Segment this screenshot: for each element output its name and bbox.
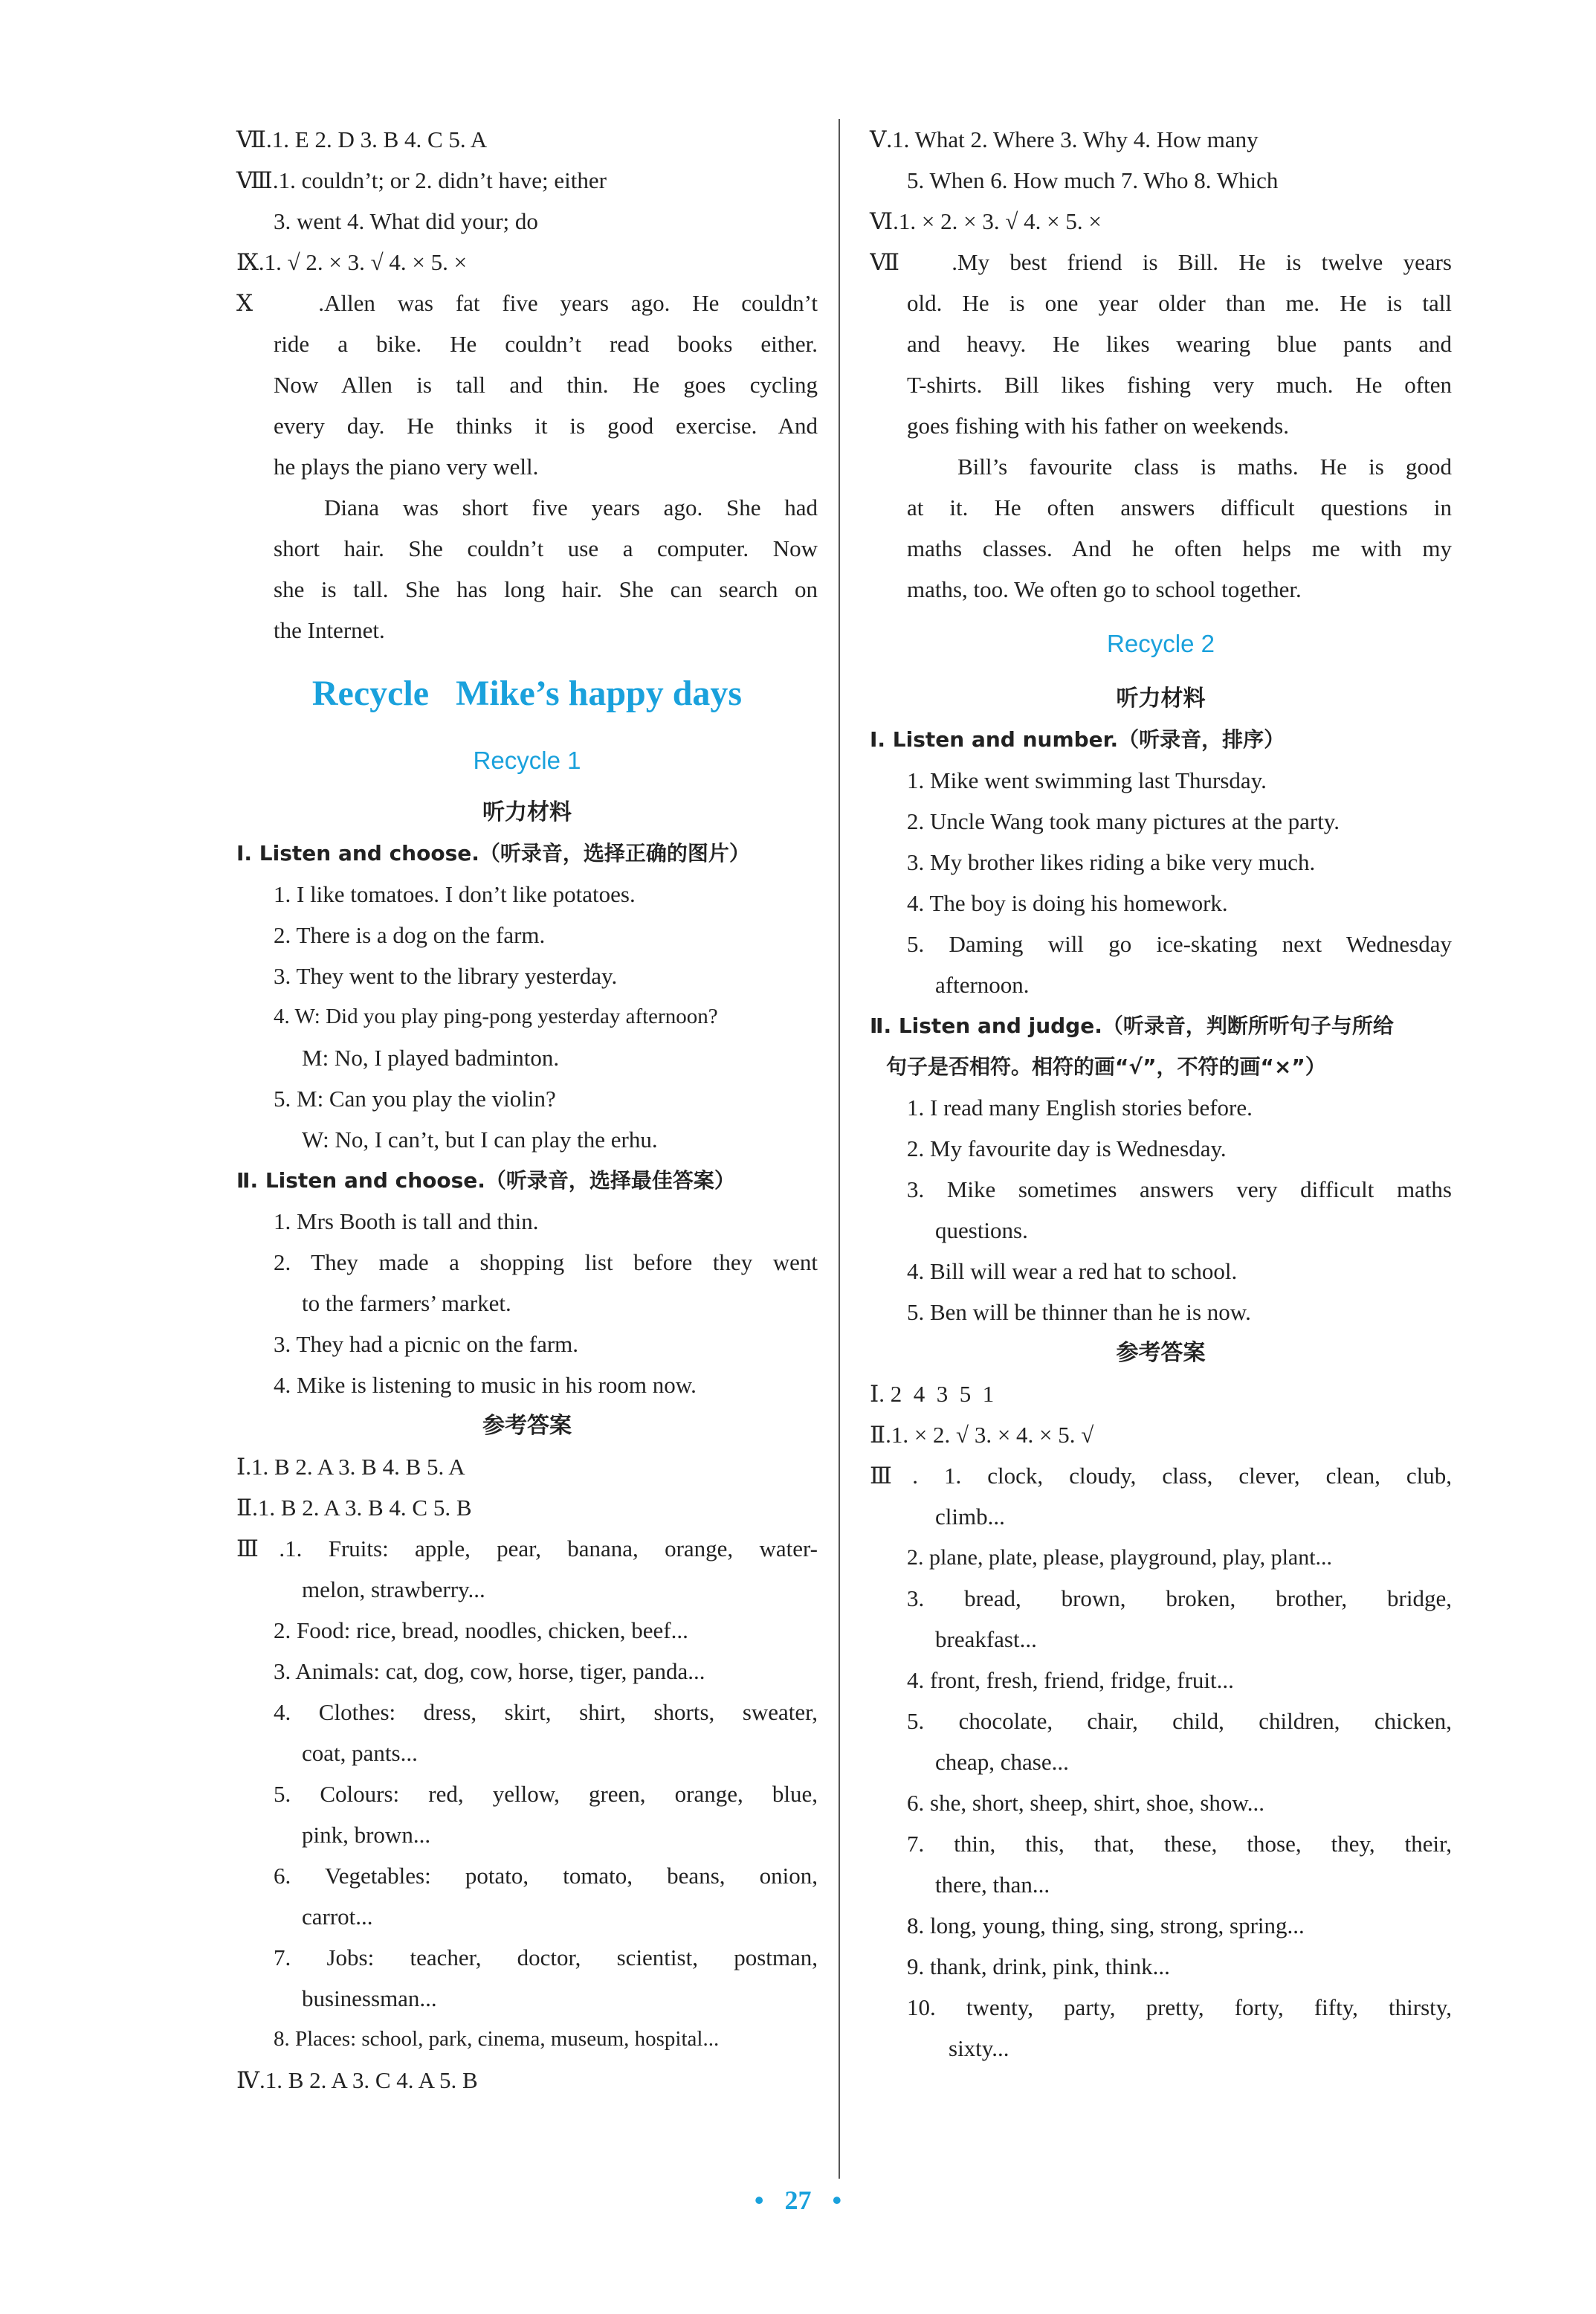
answer-line: Ⅱ.1. × 2. √ 3. × 4. × 5. √ xyxy=(870,1422,1094,1448)
answer-line: Ⅲ. 1. clock, cloudy, class, clever, clean, club, xyxy=(870,1463,1452,1489)
list-item: W: No, I can’t, but I can play the erhu. xyxy=(302,1127,658,1153)
answer-line: 3. Animals: cat, dog, cow, horse, tiger, panda... xyxy=(274,1658,705,1684)
section-label: Ⅹ. xyxy=(236,290,324,316)
essay-line: at it. He often answers difficult questions in xyxy=(907,494,1452,521)
answer-line: 4. front, fresh, friend, fridge, fruit... xyxy=(907,1667,1234,1693)
answer-line: Ⅵ.1. × 2. × 3. √ 4. × 5. × xyxy=(870,208,1102,234)
page-number xyxy=(0,2185,1596,2216)
essay-text: Diana was short five years ago. She had xyxy=(324,494,818,521)
answer-line: breakfast... xyxy=(935,1626,1037,1652)
answers-heading: 参考答案 xyxy=(1116,1340,1206,1366)
listening-heading: 听力材料 xyxy=(482,799,572,825)
answer-line: there, than... xyxy=(935,1872,1050,1898)
list-item: 5. Ben will be thinner than he is now. xyxy=(907,1299,1251,1325)
answer-line: Ⅶ.1. E 2. D 3. B 4. C 5. A xyxy=(236,126,488,152)
list-item: 3. They had a picnic on the farm. xyxy=(274,1331,579,1357)
listening-heading: 听力材料 xyxy=(1116,686,1206,712)
list-item: 1. I read many English stories before. xyxy=(907,1095,1253,1121)
list-item: 3. Mike sometimes answers very difficult maths xyxy=(907,1176,1452,1202)
essay-line: ride a bike. He couldn’t read books either. xyxy=(274,331,818,357)
essay-line: Now Allen is tall and thin. He goes cycling xyxy=(274,372,818,398)
essay-line xyxy=(870,242,1452,283)
right-column xyxy=(870,119,1452,2069)
essay-line xyxy=(870,446,1452,487)
page-dot-left: • xyxy=(754,2185,764,2215)
list-item: M: No, I played badminton. xyxy=(302,1045,560,1071)
answer-line: 9. thank, drink, pink, think... xyxy=(907,1953,1170,1979)
essay-line: maths classes. And he often helps me with my xyxy=(907,535,1452,561)
answer-line: Ⅳ.1. B 2. A 3. C 4. A 5. B xyxy=(236,2067,478,2093)
list-item: 2. My favourite day is Wednesday. xyxy=(907,1135,1227,1161)
list-item: 2. Uncle Wang took many pictures at the party. xyxy=(907,808,1340,834)
answer-line: Ⅱ.1. B 2. A 3. B 4. C 5. B xyxy=(236,1495,472,1521)
page-dot-right: • xyxy=(832,2185,842,2215)
list-item: 1. Mike went swimming last Thursday. xyxy=(907,767,1267,793)
essay-line xyxy=(236,283,818,323)
list-item: to the farmers’ market. xyxy=(302,1290,511,1316)
answer-line: 6. Vegetables: potato, tomato, beans, onion, xyxy=(274,1863,818,1889)
answer-line: carrot... xyxy=(302,1904,373,1930)
list-item: 1. Mrs Booth is tall and thin. xyxy=(274,1208,539,1234)
answer-line: 5. When 6. How much 7. Who 8. Which xyxy=(907,167,1279,193)
page-number-text: 27 xyxy=(784,2185,812,2215)
column-divider xyxy=(839,119,840,2179)
answer-line: Ⅸ.1. √ 2. × 3. √ 4. × 5. × xyxy=(236,249,468,275)
list-item: 5. M: Can you play the violin? xyxy=(274,1086,556,1112)
answer-line: pink, brown... xyxy=(302,1822,431,1848)
essay-line: goes fishing with his father on weekends. xyxy=(907,413,1289,439)
essay-line: he plays the piano very well. xyxy=(274,454,539,480)
answer-line: 10. twenty, party, pretty, forty, fifty, thirsty, xyxy=(907,1994,1452,2020)
list-item: 5. Daming will go ice-skating next Wednesday xyxy=(907,931,1452,957)
answer-line: 8. long, young, thing, sing, strong, spring... xyxy=(907,1912,1305,1938)
essay-line: and heavy. He likes wearing blue pants and xyxy=(907,331,1452,357)
answer-line: 5. chocolate, chair, child, children, chicken, xyxy=(907,1708,1452,1734)
essay-line: the Internet. xyxy=(274,617,385,643)
question-heading: 句子是否相符。相符的画“√”，不符的画“×”） xyxy=(886,1054,1326,1079)
answer-line: climb... xyxy=(935,1504,1005,1530)
answer-line: Ⅴ.1. What 2. Where 3. Why 4. How many xyxy=(870,126,1259,152)
answer-line: Ⅰ. 2 4 3 5 1 xyxy=(870,1381,995,1407)
answer-line: 7. Jobs: teacher, doctor, scientist, postman, xyxy=(274,1944,818,1970)
answer-line: melon, strawberry... xyxy=(302,1576,485,1602)
list-item: 4. Bill will wear a red hat to school. xyxy=(907,1258,1238,1284)
essay-line: short hair. She couldn’t use a computer. Now xyxy=(274,535,818,561)
question-heading: Ⅱ. Listen and choose.（听录音，选择最佳答案） xyxy=(236,1168,735,1193)
left-column xyxy=(236,119,818,2101)
answer-line: 3. went 4. What did your; do xyxy=(274,208,538,234)
answer-line: 8. Places: school, park, cinema, museum, hospital... xyxy=(274,2027,720,2051)
answer-line: 2. plane, plate, please, playground, play, plant... xyxy=(907,1545,1333,1570)
essay-line xyxy=(236,487,818,528)
answers-heading: 参考答案 xyxy=(482,1413,572,1439)
question-heading: Ⅰ. Listen and number.（听录音，排序） xyxy=(870,727,1285,752)
answer-line: coat, pants... xyxy=(302,1740,418,1766)
list-item: 4. The boy is doing his homework. xyxy=(907,890,1228,916)
essay-text: Bill’s favourite class is maths. He is good xyxy=(957,454,1452,480)
list-item: 4. W: Did you play ping-pong yesterday afternoon? xyxy=(274,1005,718,1028)
list-item: 3. They went to the library yesterday. xyxy=(274,963,618,989)
section-label: Ⅶ. xyxy=(870,249,957,275)
answer-line: cheap, chase... xyxy=(935,1749,1069,1775)
essay-line: she is tall. She has long hair. She can search on xyxy=(274,576,818,602)
list-item: questions. xyxy=(935,1217,1028,1243)
answer-line: 7. thin, this, that, these, those, they, their, xyxy=(907,1831,1452,1857)
essay-line: old. He is one year older than me. He is tall xyxy=(907,290,1452,316)
list-item: 2. They made a shopping list before they went xyxy=(274,1249,818,1275)
essay-text: My best friend is Bill. He is twelve years xyxy=(957,249,1452,275)
answer-line: Ⅷ.1. couldn’t; or 2. didn’t have; either xyxy=(236,167,607,193)
answer-line: 4. Clothes: dress, skirt, shirt, shorts, sweater, xyxy=(274,1699,818,1725)
essay-line: every day. He thinks it is good exercise. And xyxy=(274,413,818,439)
answer-line: Ⅲ.1. Fruits: apple, pear, banana, orange, water- xyxy=(236,1535,818,1562)
list-item: 3. My brother likes riding a bike very much. xyxy=(907,849,1316,875)
answer-line: 3. bread, brown, broken, brother, bridge, xyxy=(907,1585,1452,1611)
essay-line: maths, too. We often go to school together. xyxy=(907,576,1302,602)
answer-line: 2. Food: rice, bread, noodles, chicken, beef... xyxy=(274,1617,688,1643)
recycle-2-title: Recycle 2 xyxy=(1107,630,1215,657)
answer-line: businessman... xyxy=(302,1985,437,2011)
unit-title: Recycle Mike’s happy days xyxy=(311,674,743,713)
list-item: afternoon. xyxy=(935,972,1030,998)
essay-text: Allen was fat five years ago. He couldn’t xyxy=(324,290,818,316)
list-item: 4. Mike is listening to music in his room now. xyxy=(274,1372,697,1398)
answer-line: sixty... xyxy=(949,2035,1009,2061)
recycle-1-title: Recycle 1 xyxy=(473,747,581,774)
answer-line: Ⅰ.1. B 2. A 3. B 4. B 5. A xyxy=(236,1454,465,1480)
essay-line: T-shirts. Bill likes fishing very much. He often xyxy=(907,372,1452,398)
answer-line: 6. she, short, sheep, shirt, shoe, show... xyxy=(907,1790,1265,1816)
question-heading: Ⅰ. Listen and choose.（听录音，选择正确的图片） xyxy=(236,841,750,866)
list-item: 1. I like tomatoes. I don’t like potatoes. xyxy=(274,881,636,907)
question-heading: Ⅱ. Listen and judge.（听录音，判断所听句子与所给 xyxy=(870,1013,1394,1038)
answer-line: 5. Colours: red, yellow, green, orange, blue, xyxy=(274,1781,818,1807)
list-item: 2. There is a dog on the farm. xyxy=(274,922,546,948)
